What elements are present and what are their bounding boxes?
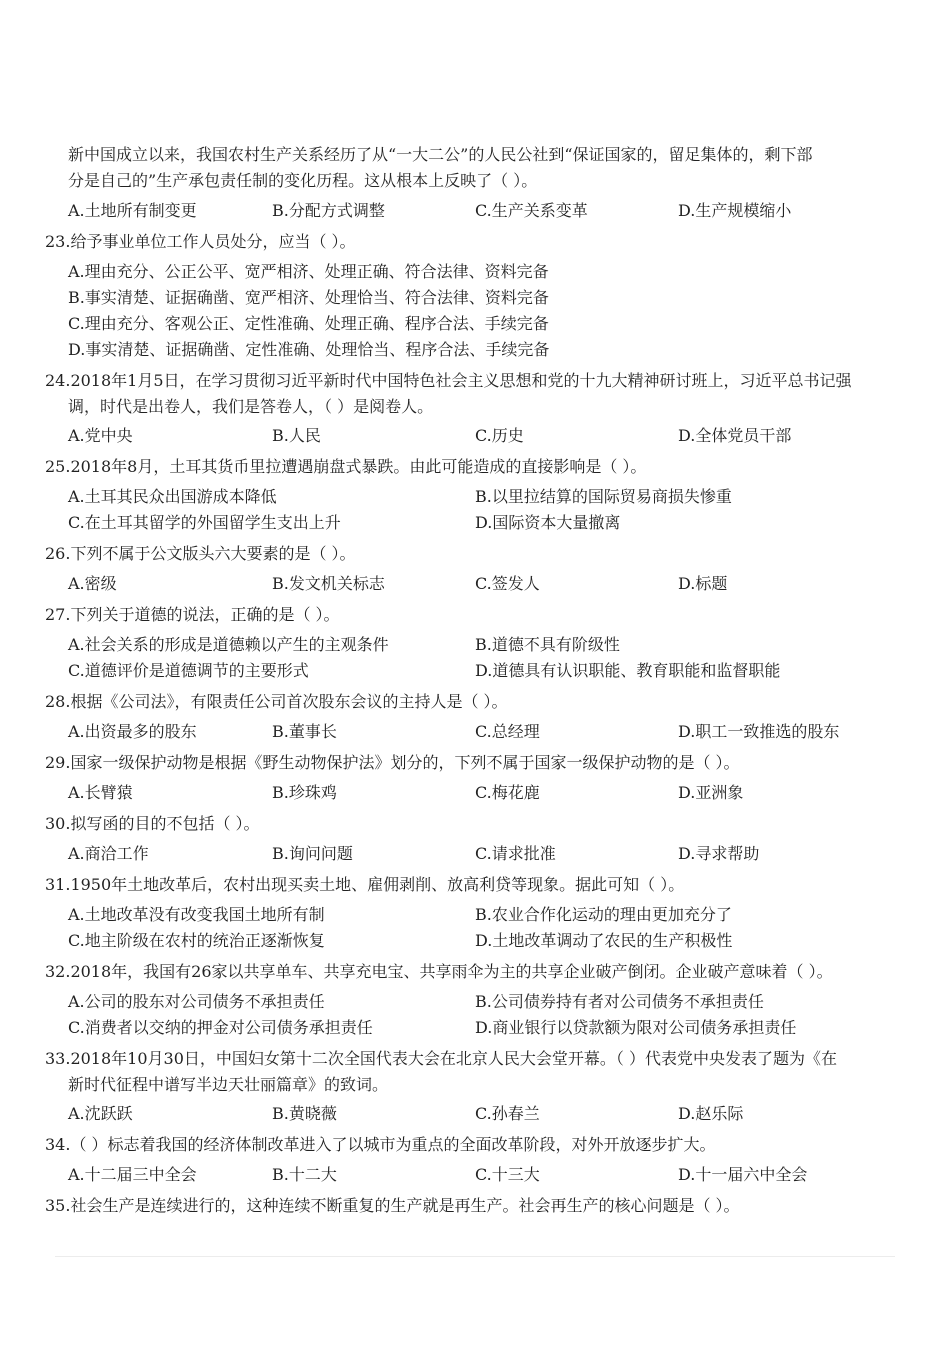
question-27-stem: 27.下列关于道德的说法，正确的是（ ）。 xyxy=(45,605,340,624)
option-c: C.十三大 xyxy=(475,1165,540,1184)
option-a: A.土耳其民众出国游成本降低 xyxy=(68,487,277,506)
option-a: A.密级 xyxy=(68,574,117,593)
question-34-stem: 34.（ ）标志着我国的经济体制改革进入了以城市为重点的全面改革阶段，对外开放逐步扩大。 xyxy=(45,1135,716,1154)
question-24-stem: 24.2018年1月5日，在学习贯彻习近平新时代中国特色社会主义思想和党的十九大精神研讨班上，习近平总书记强 xyxy=(45,371,852,390)
option-b: B.发文机关标志 xyxy=(272,574,385,593)
option-a: A.公司的股东对公司债务不承担责任 xyxy=(68,992,325,1011)
option-a: A.理由充分、公正公平、宽严相济、处理正确、符合法律、资料完备 xyxy=(68,262,549,281)
option-d: D.全体党员干部 xyxy=(678,426,792,445)
option-b: B.分配方式调整 xyxy=(272,201,385,220)
option-b: B.董事长 xyxy=(272,722,337,741)
option-a: A.党中央 xyxy=(68,426,133,445)
option-d: D.土地改革调动了农民的生产积极性 xyxy=(475,931,733,950)
question-23-stem: 23.给予事业单位工作人员处分，应当（ ）。 xyxy=(45,232,356,251)
footer-divider xyxy=(55,1256,895,1257)
option-c: C.总经理 xyxy=(475,722,540,741)
option-d: D.亚洲象 xyxy=(678,783,744,802)
option-a: A.出资最多的股东 xyxy=(68,722,197,741)
option-a: A.商洽工作 xyxy=(68,844,149,863)
option-c: C.梅花鹿 xyxy=(475,783,540,802)
option-c: C.请求批准 xyxy=(475,844,556,863)
option-a: A.土地所有制变更 xyxy=(68,201,197,220)
option-a: A.长臂猿 xyxy=(68,783,133,802)
question-24-stem-cont: 调，时代是出卷人，我们是答卷人，（ ）是阅卷人。 xyxy=(68,397,434,416)
option-b: B.以里拉结算的国际贸易商损失惨重 xyxy=(475,487,732,506)
option-c: C.孙春兰 xyxy=(475,1104,540,1123)
option-d: D.生产规模缩小 xyxy=(678,201,792,220)
option-b: B.道德不具有阶级性 xyxy=(475,635,620,654)
question-stem-line: 分是自己的”生产承包责任制的变化历程。这从根本上反映了（ ）。 xyxy=(68,171,538,190)
question-stem-line: 新中国成立以来，我国农村生产关系经历了从“一大二公”的人民公社到“保证国家的，留足集体的，剩下部 xyxy=(68,145,813,164)
option-c: C.签发人 xyxy=(475,574,540,593)
option-d: D.标题 xyxy=(678,574,728,593)
option-a: A.十二届三中全会 xyxy=(68,1165,197,1184)
option-c: C.消费者以交纳的押金对公司债务承担责任 xyxy=(68,1018,373,1037)
question-35-stem: 35.社会生产是连续进行的，这种连续不断重复的生产就是再生产。社会再生产的核心问题是（ ）。 xyxy=(45,1196,740,1215)
option-b: B.事实清楚、证据确凿、宽严相济、处理恰当、符合法律、资料完备 xyxy=(68,288,549,307)
option-d: D.赵乐际 xyxy=(678,1104,744,1123)
option-c: C.在土耳其留学的外国留学生支出上升 xyxy=(68,513,341,532)
option-b: B.公司债券持有者对公司债务不承担责任 xyxy=(475,992,764,1011)
option-b: B.人民 xyxy=(272,426,321,445)
option-b: B.农业合作化运动的理由更加充分了 xyxy=(475,905,732,924)
option-b: B.珍珠鸡 xyxy=(272,783,337,802)
question-31-stem: 31.1950年土地改革后，农村出现买卖土地、雇佣剥削、放高利贷等现象。据此可知（ ）。 xyxy=(45,875,685,894)
option-a: A.社会关系的形成是道德赖以产生的主观条件 xyxy=(68,635,389,654)
option-b: B.询问问题 xyxy=(272,844,353,863)
option-d: D.职工一致推选的股东 xyxy=(678,722,840,741)
question-28-stem: 28.根据《公司法》，有限责任公司首次股东会议的主持人是（ ）。 xyxy=(45,692,508,711)
option-c: C.理由充分、客观公正、定性准确、处理正确、程序合法、手续完备 xyxy=(68,314,549,333)
option-b: B.十二大 xyxy=(272,1165,337,1184)
question-32-stem: 32.2018年，我国有26家以共享单车、共享充电宝、共享雨伞为主的共享企业破产倒闭。企业破产意味着（ ）。 xyxy=(45,962,833,981)
option-c: C.道德评价是道德调节的主要形式 xyxy=(68,661,309,680)
question-33-stem: 33.2018年10月30日，中国妇女第十二次全国代表大会在北京人民大会堂开幕。（ ）代表党中央发表了题为《在 xyxy=(45,1049,837,1068)
option-d: D.寻求帮助 xyxy=(678,844,760,863)
option-d: D.商业银行以贷款额为限对公司债务承担责任 xyxy=(475,1018,797,1037)
question-26-stem: 26.下列不属于公文版头六大要素的是（ ）。 xyxy=(45,544,356,563)
option-a: A.沈跃跃 xyxy=(68,1104,133,1123)
question-29-stem: 29.国家一级保护动物是根据《野生动物保护法》划分的，下列不属于国家一级保护动物的是（ ）。 xyxy=(45,753,740,772)
question-30-stem: 30.拟写函的目的不包括（ ）。 xyxy=(45,814,260,833)
option-b: B.黄晓薇 xyxy=(272,1104,337,1123)
option-c: C.历史 xyxy=(475,426,524,445)
option-a: A.土地改革没有改变我国土地所有制 xyxy=(68,905,325,924)
option-c: C.生产关系变革 xyxy=(475,201,588,220)
option-d: D.道德具有认识职能、教育职能和监督职能 xyxy=(475,661,781,680)
option-c: C.地主阶级在农村的统治正逐渐恢复 xyxy=(68,931,325,950)
question-33-stem-cont: 新时代征程中谱写半边天壮丽篇章》的致词。 xyxy=(68,1075,389,1094)
option-d: D.十一届六中全会 xyxy=(678,1165,808,1184)
option-d: D.国际资本大量撤离 xyxy=(475,513,621,532)
question-25-stem: 25.2018年8月，土耳其货币里拉遭遇崩盘式暴跌。由此可能造成的直接影响是（ ）。 xyxy=(45,457,647,476)
option-d: D.事实清楚、证据确凿、定性准确、处理恰当、程序合法、手续完备 xyxy=(68,340,550,359)
